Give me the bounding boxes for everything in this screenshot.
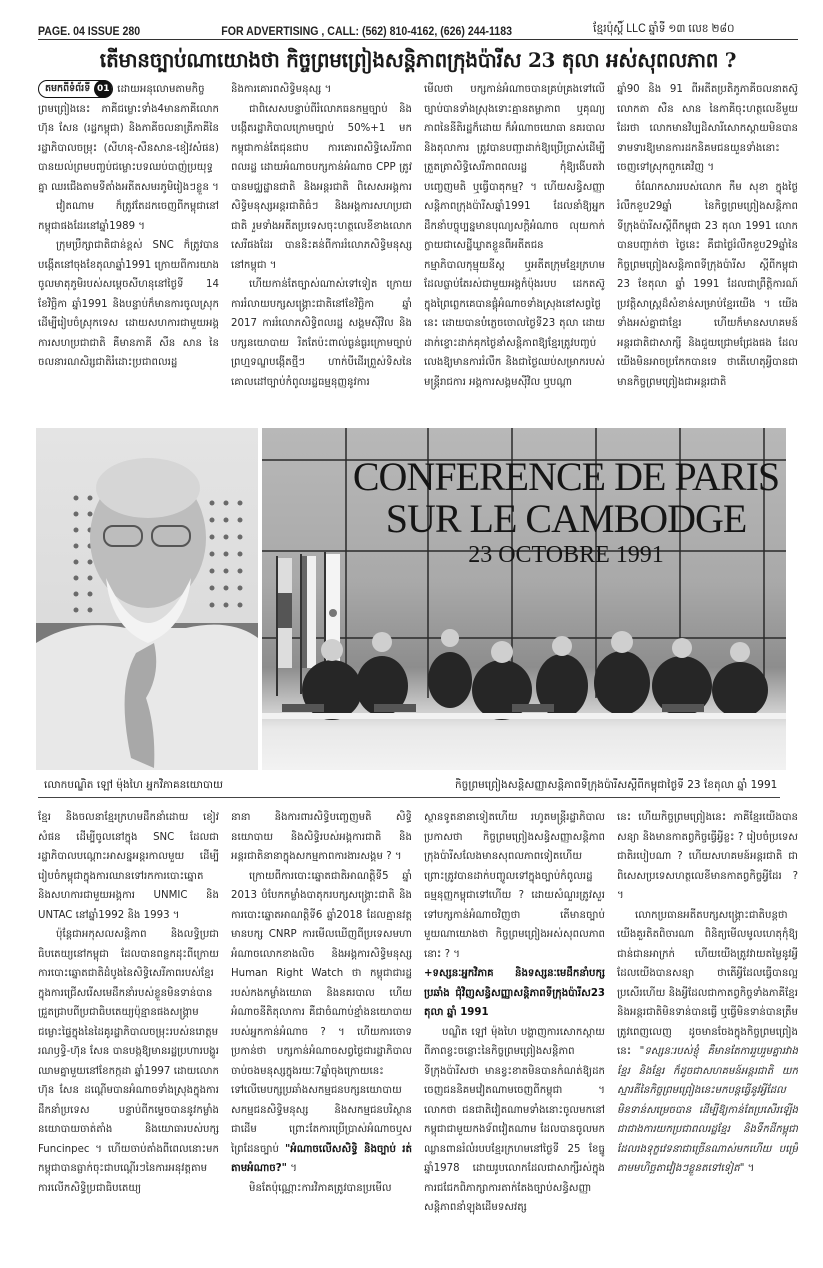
bottom-column-4	[617, 808, 798, 1248]
bottom-column-2	[231, 808, 412, 1248]
paragraph: ឆ្នាំ90 និង 91 ពីអតីតប្រតិភូភាគីចលនាតស៊ូលោកតា សឺន សាន នៃភាគីចុះហត្ថលេខីមួយដែរថា លោកមានវិប្បដិសារីសោកស្ដាយមិនបានទាមទារឱ្យមានការដកនិគមជនយួនទាំងនោះចេញទៅស្រុកពួកគេវិញ ។	[617, 84, 798, 173]
paragraph: វៀតណាម ក៏ត្រូវតែដកចេញពីកម្ពុជានៅកម្ពុជាផងដែរនៅឆ្នាំ1989 ។	[38, 201, 219, 232]
conference-caption: កិច្ចព្រមព្រៀងសន្តិសញ្ញាសន្តិភាពទីក្រុងប៉ារីសស្តីពីកម្ពុជាថ្ងៃទី 23 ខែតុលា ឆ្នាំ 1991	[455, 779, 778, 791]
article-top-columns	[38, 80, 798, 420]
top-column-2	[231, 80, 412, 420]
continued-from-label: តមកពីទំព័រទី	[45, 83, 91, 95]
bottom-column-1	[38, 808, 219, 1248]
bottom-column-3	[424, 808, 605, 1248]
quote-end: ។	[744, 1163, 755, 1174]
portrait-photo	[36, 428, 258, 770]
continued-from-page-number: 01	[94, 80, 112, 98]
banner-line-3: 23 OCTOBRE 1991	[468, 542, 664, 568]
paragraph: ក្រុមប្រឹក្សាជាតិជាន់ខ្ពស់ SNC ក៏ត្រូវបានបង្កើតនៅចុងខែតុលាឆ្នាំ1991 ក្រោយពីការយាងចូលមាតុភូមិរបស់សម្ដេចសីហនុនៅថ្ងៃទី 14 ខែវិច្ឆិកា ឆ្នាំ1991 និងបន្ទាប់ក៏មានការចូលស្រុកដើម្បីរៀបចំស្រុកទេស ដោយសហការជាមួយអង្គការសហប្រជាជាតិ គឺមានភាគី សឺន សាន នៃចលនារណសិរ្សជាតិរំដោះប្រជាពលរដ្ឋ	[38, 240, 219, 368]
continued-from-tag	[38, 80, 113, 98]
paragraph-text: ដោយអនុលោមតាមកិច្ចព្រមព្រៀងនេះ ភាគីជម្លោះទាំង4មានភាគីលោក ហ៊ុន សែន (រដ្ឋកម្ពុជា) និងភាគីចលនាត្រីភាគីនៃរដ្ឋាភិបាលចម្រុះ (សីហនុ-សឺនសាន-ខៀវសំផន) បានយល់ព្រមបញ្ចប់ជម្លោះបទឈប់បាញ់ប្រយុទ្ធគ្នា ឈរជើងតាមទីតាំងអតីតសមរភូមិរៀងៗខ្លួន ។	[38, 84, 219, 193]
paragraph	[38, 80, 219, 197]
banner-line-2: SUR LE CAMBODGE	[385, 496, 747, 541]
advertising-contact: FOR ADVERTISING , CALL: (562) 810-4162, (626) 244-1183	[221, 26, 512, 38]
italic-quote: "ទស្សនៈរបស់ខ្ញុំ គឺមានតែការរួបរួមគ្នារវាងខ្មែរ និងខ្មែរ ក៏ដូចជាសហគមន៍អន្តរជាតិ យកស្មារតីនៃកិច្ចព្រមព្រៀងនេះមកបន្តធ្វើនូវអ្វីដែលមិនទាន់សម្រេចបាន ដើម្បីឱ្យកាន់តែប្រសើរឡើង ជាជាងការយកប្រជាពលរដ្ឋខ្មែរ និងទឹកដីកម្ពុជា ដែលរងទុក្ខវេទនាជាច្រើនណាស់មកហើយ បម្រើតាមមហិច្ឆតាវៀងៗខ្លួនតទៅទៀត"	[617, 1046, 798, 1174]
page-issue-label: PAGE. 04 ISSUE 280	[38, 26, 141, 38]
paragraph: ខ្មែរ និងចលនាខ្មែរក្រហមដឹកនាំដោយ ខៀវ សំផន ដើម្បីចូលនៅក្នុង SNC ដែលជារដ្ឋាភិបាលបណ្ដោះអាសន្នអន្តរកាលមួយ ដើម្បីរៀបចំកម្ពុជាក្នុងការឈានទៅរកការបោះឆ្នោត និងសហការជាមួយអង្គការ UNMIC និង UNTAC នៅឆ្នាំ1992 និង 1993 ។	[38, 812, 219, 921]
paragraph: ចំណែកសាររបស់លោក កឹម សុខា ក្នុងថ្ងៃរំលឹកខួប29ឆ្នាំ នៃកិច្ចព្រមព្រៀងសន្តិភាពទីក្រុងប៉ារីសស្តីពីកម្ពុជា 23 តុលា 1991 លោកបានបញ្ជាក់ថា ថ្ងៃនេះ គឺជាថ្ងៃរំលឹកខួប29ឆ្នាំនៃកិច្ចព្រមព្រៀងសន្តិភាពទីក្រុងប៉ារីស ស្តីពីកម្ពុជា 23 ខែតុលា ឆ្នាំ 1991 ដែលជាព្រឹត្តិការណ៍ប្រវត្តិសាស្ត្រដ៏សំខាន់សម្រាប់ខ្មែរយើង ។ យើងទាំងអស់គ្នាជាខ្មែរ ហើយក៏មានសហគមន៍អន្តរជាតិជាសាក្សី និងជួយជ្រោមជ្រែងផង ដែលយើងមិនអាចប្រកែកបានទេ ថាតើហេតុអ្វីបានជាមានកិច្ចព្រមព្រៀងជាអន្តរជាតិ	[617, 181, 798, 388]
quote-end: ។	[287, 1163, 297, 1174]
paragraph: ស្ថានទូតនានាទៀតហើយ រហូតមន្ត្រីរដ្ឋាភិបាលប្រកាសថា កិច្ចព្រមព្រៀងសន្ធិសញ្ញាសន្តិភាពក្រុងប៉ារីសលែងមានសុពលភាពទៀតហើយ ព្រោះត្រូវបានដាក់បញ្ចូលទៅក្នុងច្បាប់កំពូលរដ្ឋធម្មនុញ្ញកម្ពុជាទៅហើយ ? ដោយសំណួរត្រូវសួរទៅបក្សកាន់អំណាចវិញថា តើមានច្បាប់មួយណាយោងថា កិច្ចព្រមព្រៀងអស់សុពលភាពនោះ ? ។	[424, 812, 605, 960]
paragraph	[617, 906, 798, 1179]
top-column-4	[617, 80, 798, 420]
conference-photo	[262, 428, 786, 770]
conference-scene	[262, 428, 786, 770]
paragraph: បណ្ឌិត ឡៅ ម៉ុងហៃ បង្ហាញការសោកស្ដាយពីភាពខ្វះចន្លោះនៃកិច្ចព្រមព្រៀងសន្តិភាពទីក្រុងប៉ារីសថា មានខ្វះខាតមិនបានកំណត់ឱ្យដកចេញជននិគមវៀតណាមចេញពីកម្ពុជា ។ លោកថា ជនជាតិវៀតណាមទាំងនោះចូលមកនៅកម្ពុជាជាមួយកងទ័ពវៀតណាម ដែលបានចូលមកឈ្លានពានរំលំរបបខ្មែរក្រហមនៅថ្ងៃទី 25 ខែធ្នូ ឆ្នាំ1978 ដោយរូបលោកដែលជាសាក្សីរស់ក្នុងការជជែកពិភាក្សាការតាក់តែងច្បាប់សន្ធិសញ្ញាសន្តិភាពនាំឡុងដើមទសវត្ស	[424, 1026, 605, 1213]
paragraph: មិនតែប៉ុណ្ណោះការវិភាគត្រូវបានប្រមើល	[249, 1182, 392, 1194]
article-bottom-columns	[38, 808, 798, 1248]
paragraph: មើលថា បក្សកាន់អំណាចបានគ្រប់គ្រងទៅលើច្បាប់បានទាំងស្រុងទោះគ្មានតម្លាភាព ឬគុណ្យភាពនៃនីតិរដ្ឋក៏ដោយ ក៏អំណាចយោធា នគរបាល និងតុលាការ ត្រូវបានបញ្ជាដាក់ឱ្យប្រើប្រាស់ដើម្បីត្រួតត្រាសិទ្ធិសេរីភាពពលរដ្ឋ កុំឱ្យងើបតវ៉ា បញ្ចេញមតិ ឬធ្វើបាតុកម្ម? ។ ហើយសន្ធិសញ្ញាសន្តិភាពក្រុងប៉ារីសឆ្នាំ1991 ដែលនាំឱ្យអ្នកដឹកនាំបច្ចុប្បន្នមានបុណ្យសក្តិអំណាច លុយកាក់ក្លាយជាសេដ្ឋីឃ្លាតខ្លួនពីអតីតជនកម្មាភិបាលកុម្មុយនីស្ត ឬអតីតក្រុមខ្មែរក្រហម ដែលធ្លាប់តែរស់ជាមួយអង្គកំប៉ុងរបប ដេកតស៊ូក្នុងព្រៃព្លេកគេបានផ្តុំអំណាចទាំងស្រុងនៅសព្វថ្ងៃនេះ ដោយបានបំភ្លេចចោលថ្ងៃទី23 តុលា ដោយដាក់ខ្ទោះដាក់គុកថ្ងៃនាំសន្តិភាពឱ្យខ្មែរត្រូវបញ្ចប់លេងឱ្យមានការរំលឹក និងជាថ្ងៃឈប់សម្រាករបស់មន្ត្រីរាជការ អង្គការសង្គមស៊ីវិល ឬបណ្ដា	[424, 84, 605, 388]
paragraph: ប៉ុន្តែជាអកុសលសន្តិភាព និងលទ្ធិប្រជាធិបតេយ្យនៅកម្ពុជា ដែលបានពន្លកដុះពីក្រោយការបោះឆ្នោតជាតិដំបូងនៃសិទ្ធិសេរីភាពរបស់ខ្មែរ ក្នុងការជ្រើសរើសមេដឹកនាំរបស់ខ្លួនមិនទាន់បានជ្រួតជ្រាបពីប្រជាធិបតេយ្យប៉ុន្មានផងសង្គ្រាមជម្លោះផ្ទៃក្នុងនៃដៃគូរដ្ឋាភិបាលចម្រុះរបស់នរោត្តម រណឫទ្ធិ-ហ៊ុន សែន បានបង្កឱ្យមានរដ្ឋប្រហារបង្ហូរ ឈាមគ្នាមួយនៅខែកក្កដា ឆ្នាំ1997 ដោយលោក ហ៊ុន សែន ដណ្តើមបានអំណាចទាំងស្រុងក្នុងការដឹកនាំប្រទេស បន្ទាប់ពីកម្ទេចបាននូវកម្លាំងនយោបាយចាត់តាំង និងយោធារបស់បក្ស Funcinpec ។ ហើយចាប់តាំងពីពេលនោះមកកម្ពុជាបានធ្លាក់ចុះជាបណ្ដើរៗនៃការអនុវត្តតាមការលើកសិទ្ធិប្រជាធិបតេយ្យ	[38, 929, 219, 1194]
paragraph: ជាពិសេសបន្ទាប់ពីរំលោភធនកម្មច្បាប់ និងបង្កើតរដ្ឋាភិបាលក្រោមច្បាប់ 50%+1 មកកម្ពុជាកាន់តែជុនជាប ការគោរពសិទ្ធិសេរីភាពពលរដ្ឋ ដោយអំណាចបក្សកាន់អំណាច CPP ត្រូវបានមជ្ឈដ្ឋានជាតិ និងអន្តរជាតិ ពិសេសអង្គការសិទ្ធិមនុស្សអន្តរជាតិធំៗ និងអង្គការសហប្រជាជាតិ រួមទាំងអតីតប្រទេសចុះហត្ថលេខីខាងលោកសេរីផងដែរ បាននិះគន់ពីការរំលោភសិទ្ធិមនុស្សនៅកម្ពុជា ។	[231, 103, 412, 271]
top-column-3	[424, 80, 605, 420]
section-subheading: +ទស្សនៈអ្នកវិភាគ និងទស្សនៈមេដឹកនាំបក្សប្រឆាំង ជុំវិញសន្ធិសញ្ញាសន្តិភាពទីក្រុងប៉ារីស23 តុលា ឆ្នាំ 1991	[424, 968, 605, 1018]
top-column-1	[38, 80, 219, 420]
masthead-label: ខ្មែរប៉ុស្តិ៍ LLC ឆ្នាំទី ១៣ លេខ ២៨០	[593, 23, 735, 35]
paragraph: នានា និងការពារសិទ្ធិបញ្ចេញមតិ សិទ្ធិនយោបាយ និងសិទ្ធិរបស់អង្គការជាតិ និងអន្តរជាតិនានាក្នុងសកម្មភាពការងារសង្គម ? ។	[231, 812, 412, 862]
bold-quote: "អំណាចលើសសិទ្ធិ និងច្បាប់ រត់តាមអំណាច?"	[231, 1143, 412, 1174]
banner-line-1: CONFERENCE DE PARIS	[352, 454, 780, 499]
header-divider	[38, 39, 798, 40]
paragraph: នេះ ហើយកិច្ចព្រមព្រៀងនេះ ភាគីខ្មែរយើងបានសន្យា និងមានកាតព្វកិច្ចធ្វើអ្វីខ្លះ ? រៀបចំប្រទេសជាតិរបៀបណា ? ហើយសហគមន៍អន្តរជាតិ ជាពិសេសប្រទេសហត្ថលេខីមានកាតព្វកិច្ចអ្វីដែរ ? ។	[617, 812, 798, 901]
paragraph: ហើយកាន់តែច្បាស់ណាស់ទៅទៀត ក្រោយការរំលាយបក្សសង្គ្រោះជាតិនៅខែវិច្ឆិកា ឆ្នាំ 2017 ការរំលោភសិទ្ធិពលរដ្ឋ សង្គមស៊ីវិល និងបក្សនយោបាយ រិតតែប៉ះពាល់ធ្ងន់ធ្ងរក្រោមច្បាប់ព្រហ្មទណ្ឌបង្កើតថ្មីៗ ហាក់បីដើរព្រួស់ទិសនៃគោលដៅច្បាប់កំពូលរដ្ឋធម្មនុញ្ញនូវការ	[231, 279, 412, 388]
paragraph-text: ក្រោយពីការបោះឆ្នោតជាតិអាណត្តិទី5 ឆ្នាំ 2013 បំបែកកម្លាំងបាតុករបក្សសង្គ្រោះជាតិ និងការបោះឆ្នោតអាណត្តិទី6 ឆ្នាំ2018 ដែលគ្មានវត្តមានបក្ស CNRP ការមើលឃើញពីប្រទេសមហាអំណាចលោកខាងលិច និងអង្គការសិទ្ធិមនុស្ស Human Right Watch ថា កម្ពុជាជារដ្ឋរបស់កងកម្លាំងយោធា និងនគរបាល ហើយអំណាចនីតិតុលាការ គឺជាចំណាប់ខ្មាំងនយោបាយរបស់អ្នកកាន់អំណាច ? ។ ហើយការចោទប្រកាន់ថា បក្សកាន់អំណាចសព្វថ្ងៃជារដ្ឋាភិបាលចាប់ចងមនុស្សក្នុងរយៈ7ឆ្នាំចុងក្រោយនេះ ទៅលើមេបក្សប្រឆាំងសកម្មជនបក្សនយោបាយ សកម្មជនសិទ្ធិមនុស្ស និងសកម្មជនបរិស្ថានជាដើម ព្រោះតែការប្រើប្រាស់អំណាចឬសព្រៃដែនច្បាប់	[231, 870, 412, 1155]
paragraph-text: លោកប្រធានអតីតបក្សសង្គ្រោះជាតិបន្តថា យើងគួរតិតពិចារណា ពិនិត្យមើលមូលហេតុកុំឱ្យជាន់ជានអាក្រក់ ហើយយើងត្រូវវាយតម្លៃនូវអ្វីដែលយើងបានសន្យា ថាតើអ្វីដែលធ្វើបានល្អប្រសើរហើយ និងអ្វីដែលជាកាតព្វកិច្ចទាំងភាគីខ្មែរ និងអន្តរជាតិមិនទាន់បានធ្វើ ឬធ្វើមិនទាន់បានត្រឹមត្រូវពេញលេញ ដូចមានចែងក្នុងកិច្ចព្រមព្រៀងនេះ	[617, 909, 798, 1057]
article-headline: តើមានច្បាប់ណាយោងថា កិច្ចព្រមព្រៀងសន្តិភាពក្រុងប៉ារីស 23 តុលា អស់សុពលភាព ?	[99, 48, 737, 72]
conference-table	[262, 713, 786, 719]
paragraph: និងការគោរពសិទ្ធិមនុស្ស ។	[231, 84, 332, 95]
caption-divider	[38, 797, 780, 798]
page-header	[38, 22, 734, 38]
paragraph	[231, 867, 412, 1179]
portrait-caption: លោកបណ្ឌិត ឡៅ ម៉ុងហៃ អ្នកវិភាគនយោបាយ	[44, 779, 223, 791]
portrait-illustration	[36, 428, 258, 770]
